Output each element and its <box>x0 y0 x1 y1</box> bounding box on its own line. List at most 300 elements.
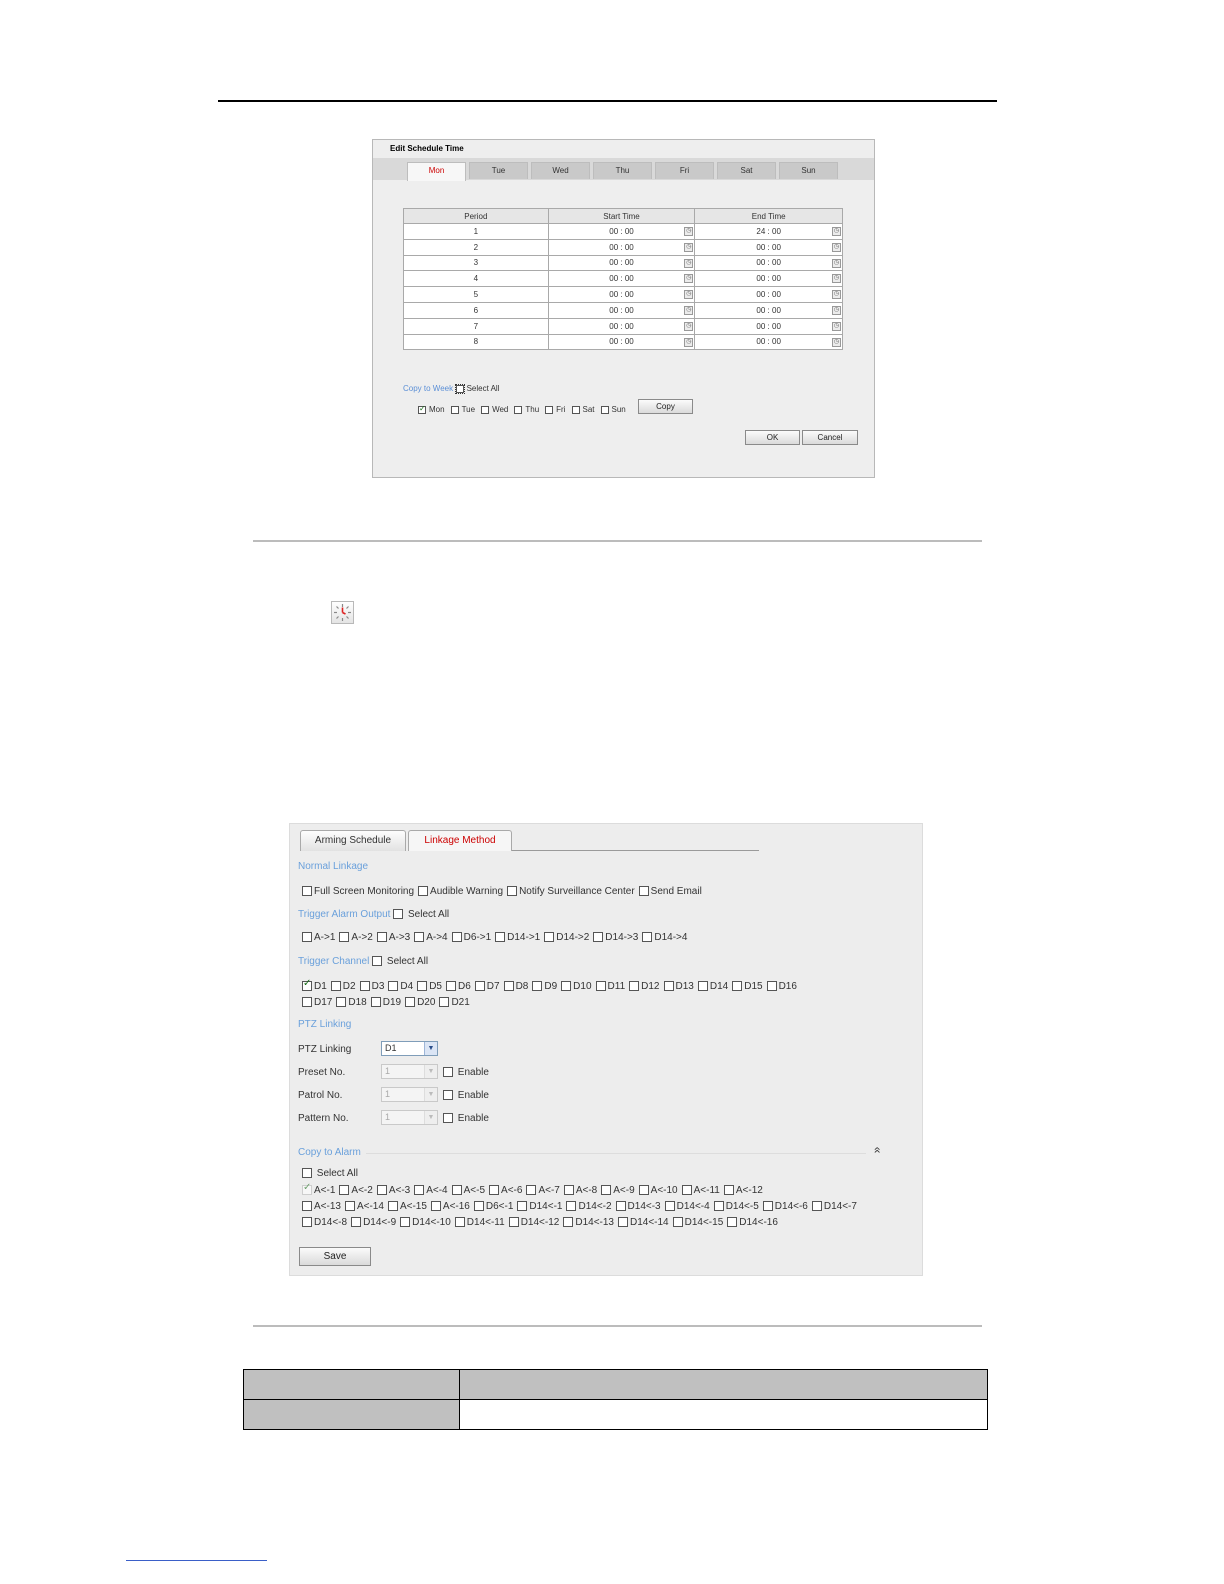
normal-linkage-option <box>418 886 503 897</box>
copy-alarm-option <box>474 1201 514 1212</box>
channel-checkbox[interactable] <box>732 981 742 991</box>
week-day-checkbox[interactable] <box>601 406 609 414</box>
col-end-time: End Time <box>695 209 843 224</box>
table-cell <box>460 1400 988 1430</box>
col-period: Period <box>404 209 549 224</box>
alarm-output-label: D14->4 <box>654 932 688 943</box>
copy-alarm-checkbox[interactable] <box>489 1185 499 1195</box>
clock-icon[interactable]: ◷ <box>686 275 692 282</box>
week-day-option <box>451 405 476 414</box>
copy-alarm-label: D14<-10 <box>412 1217 451 1228</box>
patrol-label: Patrol No. <box>298 1090 343 1101</box>
channel-label: D20 <box>417 997 436 1008</box>
select-all-week-checkbox[interactable] <box>456 385 464 393</box>
clock-icon[interactable]: ◷ <box>833 306 840 313</box>
normal-linkage-checkbox[interactable] <box>507 886 517 896</box>
trigger-alarm-output-title: Trigger Alarm Output <box>298 909 391 920</box>
day-tab-bar <box>373 158 874 180</box>
copy-alarm-option <box>455 1217 505 1228</box>
channel-option <box>446 981 471 992</box>
copy-alarm-checkbox[interactable] <box>665 1201 675 1211</box>
copy-alarm-checkbox[interactable] <box>302 1185 312 1195</box>
copy-alarm-checkbox[interactable] <box>566 1201 576 1211</box>
preset-enable-checkbox[interactable] <box>443 1067 453 1077</box>
clock-icon[interactable]: ◷ <box>686 322 692 329</box>
table-header-cell <box>244 1370 460 1400</box>
figure-rule-2 <box>253 1325 982 1327</box>
end-time-cell[interactable] <box>695 239 843 255</box>
copy-alarm-label: A<-3 <box>388 1185 411 1196</box>
period-table <box>403 208 843 350</box>
copy-alarm-row-2 <box>302 1201 861 1212</box>
copy-alarm-checkbox[interactable] <box>474 1201 484 1211</box>
copy-alarm-option <box>727 1217 778 1228</box>
clock-icon[interactable]: ◷ <box>686 306 692 313</box>
copy-alarm-checkbox[interactable] <box>724 1185 734 1195</box>
top-rule <box>218 100 997 102</box>
end-time-cell[interactable] <box>695 255 843 271</box>
week-day-checkbox[interactable] <box>572 406 580 414</box>
pattern-value: 1 <box>385 1112 391 1122</box>
copy-alarm-checkbox[interactable] <box>673 1217 683 1227</box>
copy-alarm-label: D14<-16 <box>739 1217 778 1228</box>
clock-icon[interactable]: ◷ <box>686 259 692 266</box>
end-time-value: 24 : 00 <box>756 226 781 236</box>
copy-to-alarm-title: Copy to Alarm <box>298 1147 361 1158</box>
end-time-value: 00 : 00 <box>756 290 781 300</box>
end-time-cell[interactable] <box>695 271 843 287</box>
end-time-value: 00 : 00 <box>756 305 781 315</box>
copy-alarm-option <box>509 1217 560 1228</box>
tab-sun[interactable]: Sun <box>779 162 838 179</box>
period-cell: 1 <box>404 224 549 240</box>
alarm-output-checkbox[interactable] <box>339 932 349 942</box>
copy-alarm-checkbox[interactable] <box>388 1201 398 1211</box>
chevron-down-icon: ▼ <box>424 1111 437 1124</box>
copy-alarm-option <box>714 1201 759 1212</box>
tab-thu[interactable]: Thu <box>593 162 652 179</box>
copy-alarm-option <box>665 1201 710 1212</box>
channel-label: D18 <box>348 997 367 1008</box>
channel-option <box>405 997 435 1008</box>
channel-option <box>664 981 694 992</box>
normal-linkage-checkbox[interactable] <box>639 886 649 896</box>
trigger-channel-title: Trigger Channel <box>298 956 370 967</box>
tab-underline <box>512 850 759 851</box>
week-day-label: Mon <box>429 405 445 414</box>
channel-option <box>504 981 529 992</box>
channel-label: D6 <box>457 981 471 992</box>
clock-icon[interactable]: ◷ <box>686 243 692 250</box>
week-day-option <box>545 405 565 414</box>
channel-checkbox[interactable] <box>302 981 312 991</box>
channel-label: D11 <box>607 981 626 992</box>
copy-alarm-checkbox[interactable] <box>763 1201 773 1211</box>
tab-arming-schedule[interactable]: Arming Schedule <box>300 830 406 851</box>
week-day-checkbox[interactable] <box>451 406 459 414</box>
tab-linkage-method[interactable]: Linkage Method <box>408 830 512 851</box>
alarm-output-label: A->2 <box>351 932 373 943</box>
channel-option <box>698 981 728 992</box>
copy-alarm-option <box>724 1185 763 1196</box>
alarm-output-checkbox[interactable] <box>377 932 387 942</box>
copy-alarm-label: D14<-9 <box>363 1217 397 1228</box>
channel-checkbox[interactable] <box>596 981 606 991</box>
pattern-enable <box>443 1113 489 1124</box>
end-time-value: 00 : 00 <box>756 258 781 268</box>
normal-linkage-label: Audible Warning <box>430 886 504 897</box>
normal-linkage-row <box>302 886 706 897</box>
alarm-output-option <box>339 932 372 943</box>
select-all-channel-checkbox[interactable] <box>372 956 382 966</box>
start-time-cell[interactable] <box>548 287 695 303</box>
copy-alarm-label: A<-6 <box>501 1185 523 1196</box>
week-day-label: Fri <box>556 405 566 414</box>
channel-checkbox[interactable] <box>532 981 542 991</box>
alarm-output-checkbox[interactable] <box>452 932 462 942</box>
table-row <box>404 302 843 318</box>
chevron-down-icon: ▼ <box>424 1065 437 1078</box>
start-time-cell[interactable] <box>548 239 695 255</box>
clock-icon[interactable]: ◷ <box>833 243 840 250</box>
copy-alarm-checkbox[interactable] <box>639 1185 649 1195</box>
week-day-checkbox[interactable] <box>514 406 522 414</box>
start-time-cell[interactable] <box>548 271 695 287</box>
tab-sat[interactable]: Sat <box>717 162 776 179</box>
end-time-cell[interactable] <box>695 224 843 240</box>
start-time-cell[interactable] <box>548 302 695 318</box>
end-time-cell[interactable] <box>695 302 843 318</box>
clock-icon[interactable]: ◷ <box>833 322 840 329</box>
figure-rule-1 <box>253 540 982 542</box>
week-day-option <box>572 405 595 414</box>
copy-alarm-checkbox[interactable] <box>616 1201 626 1211</box>
pattern-select[interactable] <box>381 1110 438 1125</box>
end-time-cell[interactable] <box>695 318 843 334</box>
end-time-cell[interactable] <box>695 334 843 350</box>
start-time-value: 00 : 00 <box>609 337 634 347</box>
alarm-output-option <box>377 932 410 943</box>
week-day-checkbox[interactable] <box>481 406 489 414</box>
clock-icon[interactable]: ◷ <box>833 228 840 234</box>
alarm-output-checkbox[interactable] <box>302 932 312 942</box>
copy-alarm-checkbox[interactable] <box>563 1217 573 1227</box>
copy-to-alarm-divider <box>366 1153 866 1154</box>
ptz-linking-select[interactable] <box>381 1041 438 1056</box>
copy-button[interactable]: Copy <box>638 399 693 414</box>
copy-alarm-row-1 <box>302 1185 767 1196</box>
channel-label: D4 <box>400 981 414 992</box>
channel-label: D13 <box>675 981 694 992</box>
start-time-cell[interactable] <box>548 224 695 240</box>
alarm-output-label: A->4 <box>426 932 448 943</box>
copy-alarm-option <box>564 1185 597 1196</box>
copy-alarm-checkbox[interactable] <box>714 1201 724 1211</box>
copy-alarm-checkbox[interactable] <box>377 1185 387 1195</box>
copy-alarm-label: A<-12 <box>735 1185 763 1196</box>
period-cell: 2 <box>404 239 549 255</box>
alarm-output-checkbox[interactable] <box>642 932 652 942</box>
preset-enable <box>443 1067 489 1078</box>
channel-label: D12 <box>641 981 660 992</box>
copy-alarm-label: D14<-11 <box>466 1217 505 1228</box>
clock-icon[interactable]: ◷ <box>686 338 692 345</box>
copy-alarm-checkbox[interactable] <box>812 1201 822 1211</box>
double-chevron-up-icon[interactable]: » <box>869 1146 884 1154</box>
table-header-cell <box>460 1370 988 1400</box>
period-cell: 3 <box>404 255 549 271</box>
alarm-output-checkbox[interactable] <box>544 932 554 942</box>
copy-alarm-label: D14<-8 <box>314 1217 348 1228</box>
week-day-option <box>481 405 508 414</box>
copy-alarm-option <box>302 1201 341 1212</box>
channel-checkbox[interactable] <box>302 997 312 1007</box>
channel-checkbox[interactable] <box>360 981 370 991</box>
tab-wed[interactable]: Wed <box>531 162 590 179</box>
copy-alarm-checkbox[interactable] <box>302 1217 312 1227</box>
end-time-value: 00 : 00 <box>756 274 781 284</box>
save-button[interactable]: Save <box>299 1247 371 1266</box>
ok-button[interactable]: OK <box>745 430 800 445</box>
copy-alarm-checkbox[interactable] <box>517 1201 527 1211</box>
normal-linkage-checkbox[interactable] <box>302 886 312 896</box>
select-all-copy-alarm-checkbox[interactable] <box>302 1168 312 1178</box>
channel-label: D14 <box>709 981 729 992</box>
normal-linkage-checkbox[interactable] <box>418 886 428 896</box>
copy-alarm-label: A<-15 <box>399 1201 427 1212</box>
copy-alarm-checkbox[interactable] <box>509 1217 519 1227</box>
table-row <box>404 224 843 240</box>
channel-label: D5 <box>429 981 442 992</box>
channel-checkbox[interactable] <box>561 981 571 991</box>
copy-alarm-option <box>351 1217 396 1228</box>
channel-option <box>302 997 332 1008</box>
copy-alarm-checkbox[interactable] <box>727 1217 737 1227</box>
alarm-output-row <box>302 932 691 943</box>
end-time-value: 00 : 00 <box>756 321 781 331</box>
start-time-cell[interactable] <box>548 318 695 334</box>
copy-alarm-label: A<-10 <box>650 1185 678 1196</box>
alarm-output-label: A->3 <box>388 932 411 943</box>
copy-alarm-label: D14<-14 <box>629 1217 669 1228</box>
copy-alarm-label: A<-2 <box>351 1185 373 1196</box>
normal-linkage-title: Normal Linkage <box>298 861 369 872</box>
week-day-label: Thu <box>525 405 540 414</box>
channel-option <box>417 981 442 992</box>
copy-alarm-option <box>618 1217 669 1228</box>
alarm-output-label: D14->2 <box>556 932 590 943</box>
enable-label: Enable <box>457 1090 489 1101</box>
copy-alarm-label: D14<-7 <box>823 1201 857 1212</box>
channel-option <box>331 981 356 992</box>
normal-linkage-option <box>639 886 702 897</box>
alarm-output-label: D6->1 <box>463 932 492 943</box>
pattern-enable-checkbox[interactable] <box>443 1113 453 1123</box>
tab-tue[interactable]: Tue <box>469 162 528 179</box>
copy-alarm-label: D14<-15 <box>684 1217 724 1228</box>
channel-checkbox[interactable] <box>698 981 708 991</box>
copy-alarm-checkbox[interactable] <box>455 1217 465 1227</box>
clock-icon[interactable]: ◷ <box>686 228 692 234</box>
copy-alarm-option <box>339 1185 372 1196</box>
channel-option <box>629 981 659 992</box>
tab-fri[interactable]: Fri <box>655 162 714 179</box>
channel-option <box>302 981 327 992</box>
copy-alarm-checkbox[interactable] <box>601 1185 611 1195</box>
channel-label: D10 <box>573 981 592 992</box>
channel-checkbox[interactable] <box>629 981 639 991</box>
copy-alarm-label: A<-9 <box>613 1185 635 1196</box>
alarm-output-label: D14->3 <box>605 932 639 943</box>
copy-alarm-label: A<-5 <box>463 1185 486 1196</box>
copy-alarm-checkbox[interactable] <box>431 1201 441 1211</box>
alarm-output-label: D14->1 <box>507 932 541 943</box>
alarm-output-checkbox[interactable] <box>593 932 603 942</box>
normal-linkage-label: Notify Surveillance Center <box>519 886 635 897</box>
copy-alarm-checkbox[interactable] <box>414 1185 424 1195</box>
trigger-alarm-output-header <box>298 909 449 920</box>
copy-alarm-option <box>388 1201 427 1212</box>
copy-alarm-checkbox[interactable] <box>339 1185 349 1195</box>
channel-option <box>360 981 385 992</box>
channel-checkbox[interactable] <box>336 997 346 1007</box>
period-cell: 7 <box>404 318 549 334</box>
channel-label: D1 <box>314 981 327 992</box>
start-time-value: 00 : 00 <box>609 305 634 315</box>
channel-checkbox[interactable] <box>405 997 415 1007</box>
copy-alarm-checkbox[interactable] <box>351 1217 361 1227</box>
ptz-linking-label: PTZ Linking <box>298 1044 352 1055</box>
alarm-output-option <box>544 932 589 943</box>
channel-checkbox[interactable] <box>439 997 449 1007</box>
copy-alarm-option <box>302 1217 347 1228</box>
start-time-value: 00 : 00 <box>609 258 634 268</box>
week-day-checkbox[interactable] <box>418 406 426 414</box>
select-all-label: Select All <box>408 909 450 920</box>
copy-alarm-option <box>563 1217 614 1228</box>
clock-icon[interactable]: ◷ <box>833 259 840 266</box>
copy-alarm-option <box>812 1201 857 1212</box>
channel-label: D17 <box>314 997 333 1008</box>
dialog-title: Edit Schedule Time <box>390 144 464 153</box>
copy-to-week-row <box>403 384 499 393</box>
copy-alarm-option <box>302 1185 335 1196</box>
channel-option <box>388 981 413 992</box>
copy-alarm-checkbox[interactable] <box>526 1185 536 1195</box>
table-row <box>404 318 843 334</box>
start-time-value: 00 : 00 <box>609 242 634 252</box>
clock-icon[interactable]: ◷ <box>833 338 840 345</box>
alarm-output-checkbox[interactable] <box>414 932 424 942</box>
alarm-output-checkbox[interactable] <box>495 932 505 942</box>
week-day-option <box>418 405 445 414</box>
copy-alarm-label: D14<-1 <box>529 1201 563 1212</box>
patrol-enable-checkbox[interactable] <box>443 1090 453 1100</box>
select-all-alarm-output-checkbox[interactable] <box>393 909 403 919</box>
copy-alarm-checkbox[interactable] <box>618 1217 628 1227</box>
week-day-label: Sat <box>582 405 595 414</box>
select-all-label: Select All <box>316 1168 358 1179</box>
copy-alarm-option <box>566 1201 611 1212</box>
cancel-button[interactable]: Cancel <box>802 430 858 445</box>
week-day-option <box>514 405 539 414</box>
copy-alarm-checkbox[interactable] <box>564 1185 574 1195</box>
channel-checkbox[interactable] <box>446 981 456 991</box>
week-day-label: Wed <box>492 405 509 414</box>
parameter-table <box>243 1369 988 1430</box>
channel-checkbox[interactable] <box>475 981 485 991</box>
table-row <box>404 271 843 287</box>
end-time-cell[interactable] <box>695 287 843 303</box>
copy-alarm-label: D14<-13 <box>575 1217 614 1228</box>
clock-icon[interactable]: ◷ <box>833 291 840 298</box>
channel-label: D15 <box>744 981 763 992</box>
channel-checkbox[interactable] <box>417 981 427 991</box>
copy-alarm-checkbox[interactable] <box>452 1185 462 1195</box>
copy-alarm-label: D14<-12 <box>520 1217 560 1228</box>
preset-label: Preset No. <box>298 1067 346 1078</box>
copy-alarm-checkbox[interactable] <box>682 1185 692 1195</box>
start-time-cell[interactable] <box>548 334 695 350</box>
copy-alarm-option <box>517 1201 562 1212</box>
select-all-label: Select All <box>386 956 429 967</box>
channel-checkbox[interactable] <box>767 981 777 991</box>
copy-alarm-checkbox[interactable] <box>302 1201 312 1211</box>
channel-label: D8 <box>515 981 529 992</box>
channel-label: D7 <box>486 981 500 992</box>
patrol-value: 1 <box>385 1089 391 1099</box>
patrol-select[interactable] <box>381 1087 438 1102</box>
enable-label: Enable <box>457 1113 489 1124</box>
copy-alarm-label: A<-14 <box>356 1201 384 1212</box>
alarm-output-label: A->1 <box>314 932 336 943</box>
start-time-value: 00 : 00 <box>609 290 634 300</box>
channel-checkbox[interactable] <box>331 981 341 991</box>
alarm-output-option <box>452 932 492 943</box>
copy-alarm-label: A<-8 <box>575 1185 598 1196</box>
copy-alarm-option <box>673 1217 724 1228</box>
channel-checkbox[interactable] <box>371 997 381 1007</box>
clock-icon[interactable]: ◷ <box>833 275 840 282</box>
copy-alarm-checkbox[interactable] <box>345 1201 355 1211</box>
chevron-down-icon: ▼ <box>424 1042 437 1055</box>
start-time-cell[interactable] <box>548 255 695 271</box>
week-day-label: Sun <box>611 405 626 414</box>
channel-checkbox[interactable] <box>504 981 514 991</box>
copy-alarm-label: A<-1 <box>314 1185 336 1196</box>
period-cell: 8 <box>404 334 549 350</box>
copy-alarm-label: D14<-5 <box>725 1201 759 1212</box>
preset-select[interactable] <box>381 1064 438 1079</box>
select-all-label: Select All <box>466 384 500 393</box>
preset-value: 1 <box>385 1066 391 1076</box>
copy-alarm-checkbox[interactable] <box>400 1217 410 1227</box>
channel-checkbox[interactable] <box>388 981 398 991</box>
table-row <box>404 334 843 350</box>
week-day-label: Tue <box>461 405 476 414</box>
copy-alarm-label: A<-4 <box>426 1185 448 1196</box>
start-time-value: 00 : 00 <box>609 226 634 236</box>
tab-mon[interactable]: Mon <box>407 162 466 181</box>
chevron-down-icon: ▼ <box>424 1088 437 1101</box>
channel-checkbox[interactable] <box>664 981 674 991</box>
channel-option <box>532 981 557 992</box>
enable-label: Enable <box>457 1067 489 1078</box>
copy-alarm-row-3 <box>302 1217 782 1228</box>
week-day-checkbox[interactable] <box>545 406 553 414</box>
alarm-output-option <box>593 932 638 943</box>
clock-icon[interactable]: ◷ <box>686 291 692 298</box>
